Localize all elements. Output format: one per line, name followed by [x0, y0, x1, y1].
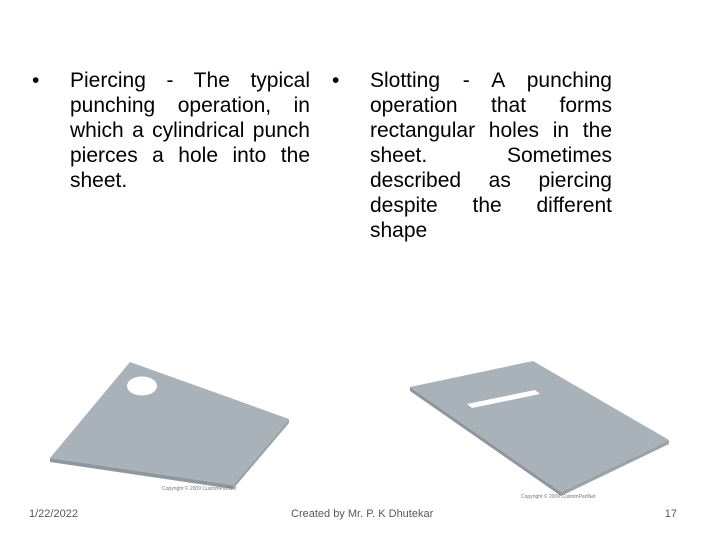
piercing-bullet-row: [30, 68, 310, 193]
footer-credit: Created by Mr. P. K Dhutekar: [291, 508, 434, 520]
bullet-marker: •: [32, 69, 40, 92]
slotting-description: Slotting - A punching operation that forms rectangular holes in the sheet. Sometimes described as piercing despite the different shape: [370, 69, 612, 242]
slotting-bullet: [330, 68, 612, 243]
slotting-bullet-row: [330, 68, 612, 243]
piercing-bullet: [30, 68, 310, 193]
slotted-sheet-image: [400, 350, 675, 505]
pierced-sheet-image: [40, 340, 290, 500]
slotted-sheet-icon: [400, 350, 675, 505]
piercing-description: Piercing - The typical punching operation, in which a cylindrical punch pierces a hole into the sheet.: [70, 69, 310, 192]
page-number: 17: [664, 508, 677, 520]
round-hole: [127, 377, 157, 396]
left-image-copyright: Copyright © 2009 CustomPartNet: [162, 486, 237, 492]
footer-date: 1/22/2022: [29, 508, 78, 520]
pierced-sheet-icon: [40, 340, 290, 500]
sheet-top-face: [410, 361, 669, 492]
right-image-copyright: Copyright © 2009 CustomPartNet: [521, 494, 596, 500]
bullet-marker: •: [332, 69, 340, 92]
